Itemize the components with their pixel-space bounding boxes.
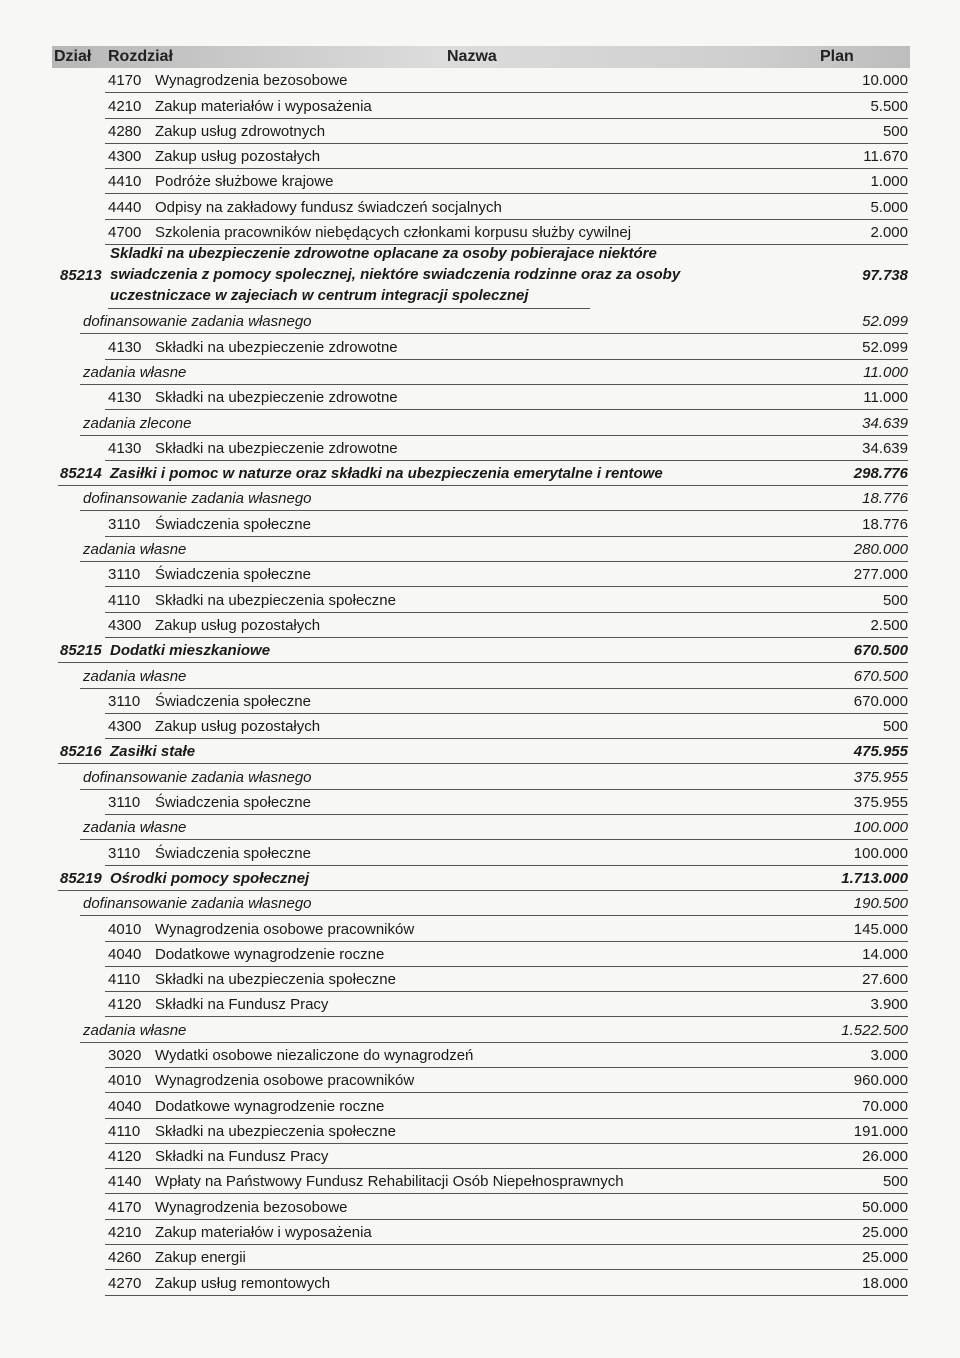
row-value: 52.099 [862,338,908,356]
table-row [0,169,960,194]
row-code: 3110 [108,844,141,862]
table-row [0,916,960,941]
row-code: 4300 [108,616,142,634]
table-row [0,942,960,967]
row-name: Skladki na ubezpieczenie zdrowotne oplacane za osoby pobierajace niektóre swiadczenia z pomocy spolecznej, niektóre swiadczenia rodzinne oraz za osoby uczestniczace w zajeciach w centrum integracji spolecznej [110,245,681,305]
row-value: 5.000 [870,198,908,216]
table-row [0,93,960,118]
row-divider [105,1295,908,1296]
row-code: 4700 [108,224,142,242]
table-row [0,1093,960,1118]
row-code: 4110 [108,591,141,609]
row-name: zadania własne [83,819,187,837]
row-name: zadania własne [83,363,187,381]
row-code: 4440 [108,198,142,216]
table-header [52,46,910,68]
table-row [0,1245,960,1270]
chapter-row [0,866,960,891]
table-row [0,119,960,144]
funding-row [0,1017,960,1042]
row-name: Wydatki osobowe niezaliczone do wynagrodzeń [155,1046,474,1064]
row-name: Dodatkowe wynagrodzenie roczne [155,945,385,963]
row-value: 375.955 [853,768,908,786]
row-name: Zakup materiałów i wyposażenia [155,1224,372,1242]
row-value: 2.500 [870,616,908,634]
row-code: 4280 [108,122,142,140]
header-nazwa: Nazwa [447,48,497,65]
row-name: Dodatkowe wynagrodzenie roczne [155,1097,385,1115]
row-value: 670.500 [853,642,908,660]
table-row [0,613,960,638]
row-code: 4040 [108,1097,142,1115]
row-code: 4210 [108,97,142,115]
row-name: dofinansowanie zadania własnego [83,768,312,786]
table-row [0,1194,960,1219]
row-code: 4010 [108,1072,142,1090]
table-row [0,1270,960,1295]
row-value: 50.000 [862,1198,908,1216]
row-code: 4120 [108,996,142,1014]
row-value: 26.000 [862,1148,908,1166]
funding-row [0,486,960,511]
chapter-row [0,245,960,309]
row-code: 4170 [108,72,142,90]
row-name: Świadczenia społeczne [155,692,311,710]
row-name: Szkolenia pracowników niebędących członkami korpusu służby cywilnej [155,224,632,242]
header-dzial: Dział [54,48,92,65]
row-value: 100.000 [853,844,908,862]
row-value: 25.000 [862,1224,908,1242]
row-code: 4170 [108,1198,142,1216]
row-name: zadania własne [83,541,187,559]
row-name: Podróże służbowe krajowe [155,173,334,191]
funding-row [0,815,960,840]
row-name: Składki na Fundusz Pracy [155,996,329,1014]
row-name: Wpłaty na Państwowy Fundusz Rehabilitacji Osób Niepełnosprawnych [155,1173,624,1191]
row-name: Świadczenia społeczne [155,844,311,862]
table-row [0,1169,960,1194]
row-name: Zasiłki i pomoc w naturze oraz składki na ubezpieczenia emerytalne i rentowe [110,465,663,483]
row-code: 85215 [60,642,102,660]
table-row [0,1068,960,1093]
row-code: 4130 [108,338,142,356]
row-code: 4120 [108,1148,142,1166]
row-value: 34.639 [862,439,908,457]
row-code: 4130 [108,389,142,407]
row-value: 14.000 [862,945,908,963]
table-row [0,334,960,359]
row-name: Świadczenia społeczne [155,794,311,812]
row-name: Składki na ubezpieczenia społeczne [155,1122,396,1140]
funding-row [0,360,960,385]
table-row [0,840,960,865]
row-name: Składki na ubezpieczenia społeczne [155,971,396,989]
row-value: 670.000 [853,692,908,710]
row-code: 4300 [108,148,142,166]
table-row [0,562,960,587]
row-name: zadania własne [83,667,187,685]
row-value: 500 [882,718,908,736]
row-code: 3110 [108,566,141,584]
row-name: Dodatki mieszkaniowe [110,642,271,660]
row-name: Zasiłki stałe [110,743,196,761]
row-value: 1.522.500 [841,1021,908,1039]
row-value: 27.600 [862,971,908,989]
row-code: 85214 [60,465,102,483]
table-row [0,511,960,536]
row-value: 298.776 [853,465,908,483]
funding-row [0,764,960,789]
row-name: Składki na ubezpieczenie zdrowotne [155,389,398,407]
row-value: 34.639 [862,414,908,432]
row-name: Ośrodki pomocy społecznej [110,869,310,887]
table-row [0,689,960,714]
row-value: 18.776 [862,515,908,533]
row-name: zadania zlecone [83,414,192,432]
row-code: 4110 [108,971,141,989]
row-value: 500 [882,122,908,140]
row-name: dofinansowanie zadania własnego [83,895,312,913]
row-code: 3110 [108,692,141,710]
row-value: 280.000 [853,541,908,559]
row-value: 25.000 [862,1249,908,1267]
row-value: 1.000 [870,173,908,191]
row-value: 145.000 [853,920,908,938]
row-value: 11.000 [863,363,908,381]
funding-row [0,891,960,916]
row-code: 4300 [108,718,142,736]
row-value: 100.000 [853,819,908,837]
table-row [0,1119,960,1144]
chapter-row [0,739,960,764]
row-value: 2.000 [870,224,908,242]
table-row [0,1220,960,1245]
table-row [0,714,960,739]
funding-row [0,410,960,435]
funding-row [0,663,960,688]
row-name: Zakup usług pozostałych [155,718,321,736]
row-code: 4410 [108,173,142,191]
row-value: 500 [882,1173,908,1191]
row-code: 85219 [60,869,102,887]
row-value: 500 [882,591,908,609]
row-name: Wynagrodzenia bezosobowe [155,72,348,90]
row-name: dofinansowanie zadania własnego [83,313,312,331]
funding-row [0,309,960,334]
row-code: 4010 [108,920,142,938]
header-plan: Plan [820,48,854,65]
table-row [0,992,960,1017]
row-value: 10.000 [862,72,908,90]
row-value: 97.738 [862,267,908,285]
row-code: 4110 [108,1122,141,1140]
row-name: Wynagrodzenia bezosobowe [155,1198,348,1216]
row-name: Składki na ubezpieczenia społeczne [155,591,396,609]
row-name: zadania własne [83,1021,187,1039]
row-value: 190.500 [853,895,908,913]
row-code: 4270 [108,1274,142,1292]
row-value: 191.000 [853,1122,908,1140]
row-name: Wynagrodzenia osobowe pracowników [155,1072,415,1090]
row-name: dofinansowanie zadania własnego [83,490,312,508]
row-name: Składki na ubezpieczenie zdrowotne [155,338,398,356]
row-value: 11.000 [863,389,908,407]
row-name: Składki na ubezpieczenie zdrowotne [155,439,398,457]
table-row [0,68,960,93]
chapter-row [0,638,960,663]
budget-rows [0,68,960,1296]
row-value: 277.000 [853,566,908,584]
row-name: Zakup usług remontowych [155,1274,331,1292]
table-row [0,144,960,169]
table-row [0,1144,960,1169]
row-value: 375.955 [853,794,908,812]
row-value: 1.713.000 [841,869,908,887]
table-row [0,220,960,245]
row-name: Zakup materiałów i wyposażenia [155,97,372,115]
row-code: 4210 [108,1224,142,1242]
row-code: 4260 [108,1249,142,1267]
row-value: 11.670 [863,148,908,166]
row-value: 18.000 [862,1274,908,1292]
row-name: Świadczenia społeczne [155,515,311,533]
row-name: Zakup usług zdrowotnych [155,122,326,140]
row-name: Wynagrodzenia osobowe pracowników [155,920,415,938]
row-name: Świadczenia społeczne [155,566,311,584]
table-row [0,1043,960,1068]
row-value: 70.000 [862,1097,908,1115]
row-code: 3110 [108,515,141,533]
funding-row [0,537,960,562]
row-code: 3020 [108,1046,142,1064]
row-value: 3.900 [870,996,908,1014]
row-name: Składki na Fundusz Pracy [155,1148,329,1166]
row-value: 670.500 [853,667,908,685]
row-value: 3.000 [870,1046,908,1064]
row-code: 4040 [108,945,142,963]
row-value: 52.099 [862,313,908,331]
row-name: Zakup usług pozostałych [155,616,321,634]
row-code: 85216 [60,743,102,761]
table-row [0,385,960,410]
table-row [0,194,960,219]
header-rozdzial: Rozdział [108,48,173,65]
chapter-row [0,461,960,486]
row-code: 4130 [108,439,142,457]
row-value: 960.000 [853,1072,908,1090]
row-name: Zakup usług pozostałych [155,148,321,166]
row-value: 5.500 [870,97,908,115]
row-code: 85213 [60,267,102,285]
row-value: 475.955 [853,743,908,761]
table-row [0,790,960,815]
row-name: Zakup energii [155,1249,246,1267]
row-code: 4140 [108,1173,142,1191]
row-name: Odpisy na zakładowy fundusz świadczeń socjalnych [155,198,502,216]
row-value: 18.776 [862,490,908,508]
row-code: 3110 [108,794,141,812]
table-row [0,587,960,612]
table-row [0,967,960,992]
table-row [0,436,960,461]
